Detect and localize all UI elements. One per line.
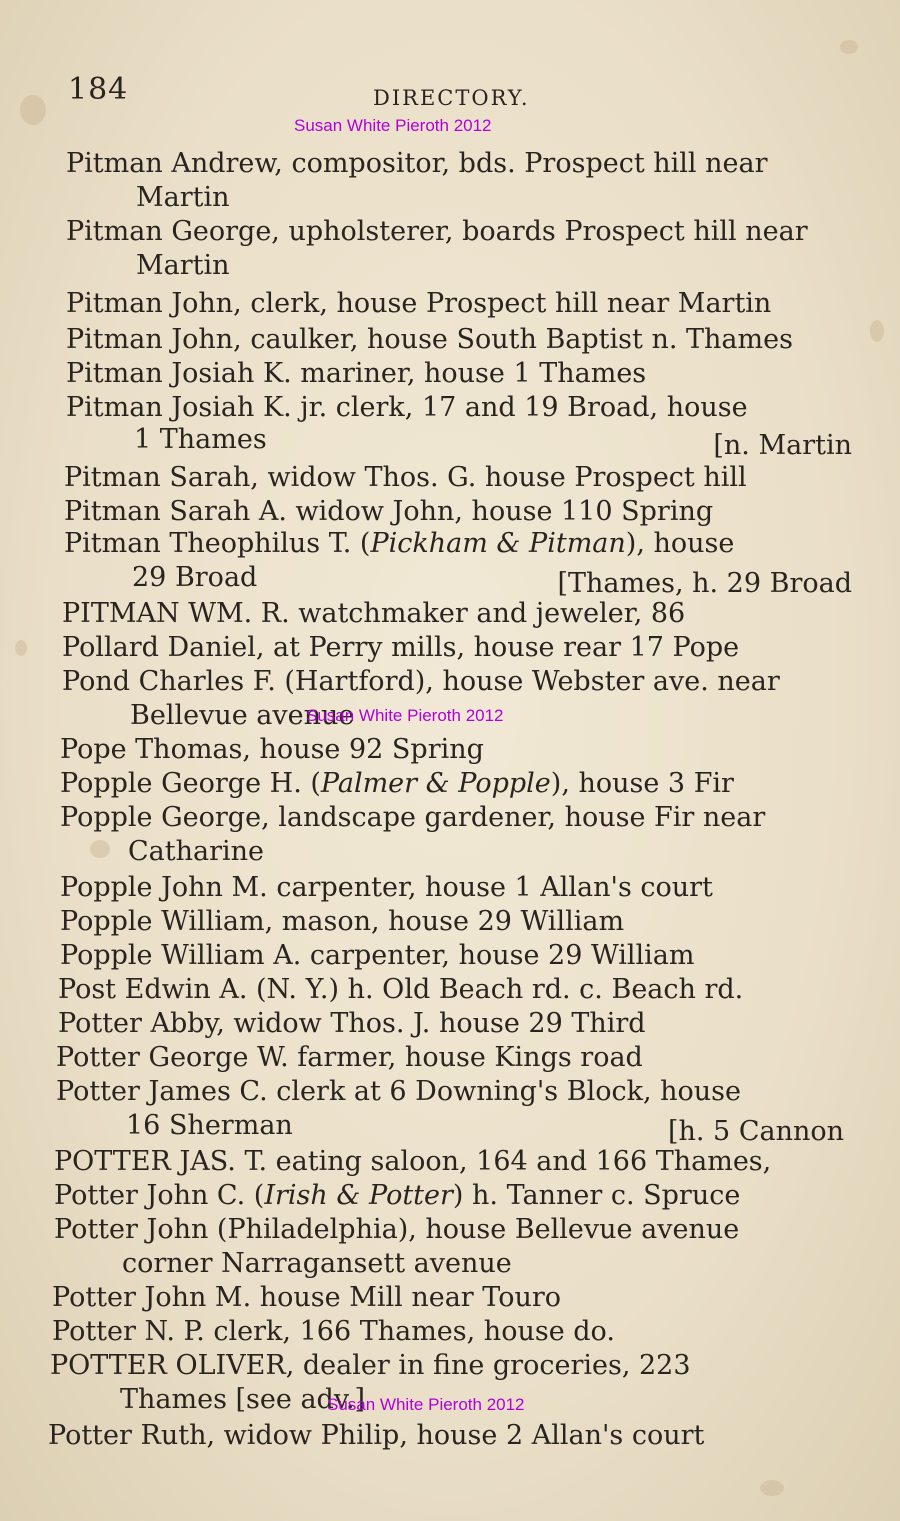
entry-1-line1: Pitman George, upholsterer, boards Prospect hill near xyxy=(66,216,808,247)
entry-0-line2: Martin xyxy=(136,182,230,213)
entry-23-post: ) h. Tanner c. Spruce xyxy=(452,1180,741,1211)
entry-8-line1 xyxy=(64,530,734,557)
watermark-middle: Susan White Pieroth 2012 xyxy=(306,706,504,725)
entry-21-line2: 16 Sherman xyxy=(126,1110,293,1141)
watermark-bottom: Susan White Pieroth 2012 xyxy=(327,1395,525,1414)
entry-13-line1 xyxy=(60,770,734,797)
entry-26-line1: Potter N. P. clerk, 166 Thames, house do. xyxy=(52,1316,615,1347)
entry-14-line2: Catharine xyxy=(128,836,265,867)
entry-19-line1: Potter Abby, widow Thos. J. house 29 Third xyxy=(58,1008,646,1039)
entry-8-post: ), house xyxy=(625,528,735,559)
entry-8-pre: Pitman Theophilus T. ( xyxy=(64,528,371,559)
entry-1-line2: Martin xyxy=(136,250,230,281)
entry-12-line1: Pope Thomas, house 92 Spring xyxy=(60,734,484,765)
entry-13-post: ), house 3 Fir xyxy=(550,768,734,799)
entry-14-line1: Popple George, landscape gardener, house Fir near xyxy=(60,802,766,833)
entry-5-line2: 1 Thames xyxy=(134,424,267,455)
entry-27-line1: POTTER OLIVER, dealer in fine groceries, 223 xyxy=(50,1350,691,1381)
entry-22-line1: POTTER JAS. T. eating saloon, 164 and 166 Thames, xyxy=(54,1146,772,1177)
entry-6-line1: Pitman Sarah, widow Thos. G. house Prospect hill xyxy=(64,462,747,493)
entry-8-line2: 29 Broad xyxy=(132,562,258,593)
entry-8-turnover: [Thames, h. 29 Broad xyxy=(557,568,852,599)
entry-24-line2: corner Narragansett avenue xyxy=(122,1248,512,1279)
entry-0-line1: Pitman Andrew, compositor, bds. Prospect hill near xyxy=(66,148,768,179)
entry-9-line1: PITMAN WM. R. watchmaker and jeweler, 86 xyxy=(62,598,686,629)
page-number: 184 xyxy=(68,72,129,107)
entry-13-pre: Popple George H. ( xyxy=(60,768,321,799)
entry-2-line1: Pitman John, clerk, house Prospect hill near Martin xyxy=(66,288,772,319)
entry-11-line2: Bellevue avenue xyxy=(130,700,355,731)
entry-28-line1: Potter Ruth, widow Philip, house 2 Allan's court xyxy=(48,1420,705,1451)
entry-13-firm: Palmer & Popple xyxy=(320,768,551,799)
entry-23-firm: Irish & Potter xyxy=(264,1180,453,1211)
entry-24-line1: Potter John (Philadelphia), house Bellevue avenue xyxy=(54,1214,740,1245)
entry-7-line1: Pitman Sarah A. widow John, house 110 Spring xyxy=(64,496,714,527)
entry-17-line1: Popple William A. carpenter, house 29 William xyxy=(60,940,695,971)
entry-8-firm: Pickham & Pitman xyxy=(370,528,626,559)
entry-15-line1: Popple John M. carpenter, house 1 Allan's court xyxy=(60,872,713,903)
entry-18-line1: Post Edwin A. (N. Y.) h. Old Beach rd. c. Beach rd. xyxy=(58,974,744,1005)
watermark-top: Susan White Pieroth 2012 xyxy=(294,116,492,135)
entry-21-turnover: [h. 5 Cannon xyxy=(667,1116,844,1147)
entry-21-line1: Potter James C. clerk at 6 Downing's Block, house xyxy=(56,1076,741,1107)
running-head: DIRECTORY. xyxy=(373,86,530,110)
entry-5-turnover: [n. Martin xyxy=(713,430,852,461)
entry-16-line1: Popple William, mason, house 29 William xyxy=(60,906,625,937)
entry-23-line1 xyxy=(54,1182,740,1209)
entry-5-line1: Pitman Josiah K. jr. clerk, 17 and 19 Broad, house xyxy=(66,392,748,423)
entry-4-line1: Pitman Josiah K. mariner, house 1 Thames xyxy=(66,358,647,389)
entry-3-line1: Pitman John, caulker, house South Baptist n. Thames xyxy=(66,324,793,355)
entry-27-line2: Thames [see adv.] xyxy=(120,1384,365,1415)
entry-20-line1: Potter George W. farmer, house Kings road xyxy=(56,1042,643,1073)
entry-11-line1: Pond Charles F. (Hartford), house Webster ave. near xyxy=(62,666,780,697)
entry-25-line1: Potter John M. house Mill near Touro xyxy=(52,1282,562,1313)
entry-10-line1: Pollard Daniel, at Perry mills, house rear 17 Pope xyxy=(62,632,740,663)
entry-23-pre: Potter John C. ( xyxy=(54,1180,265,1211)
